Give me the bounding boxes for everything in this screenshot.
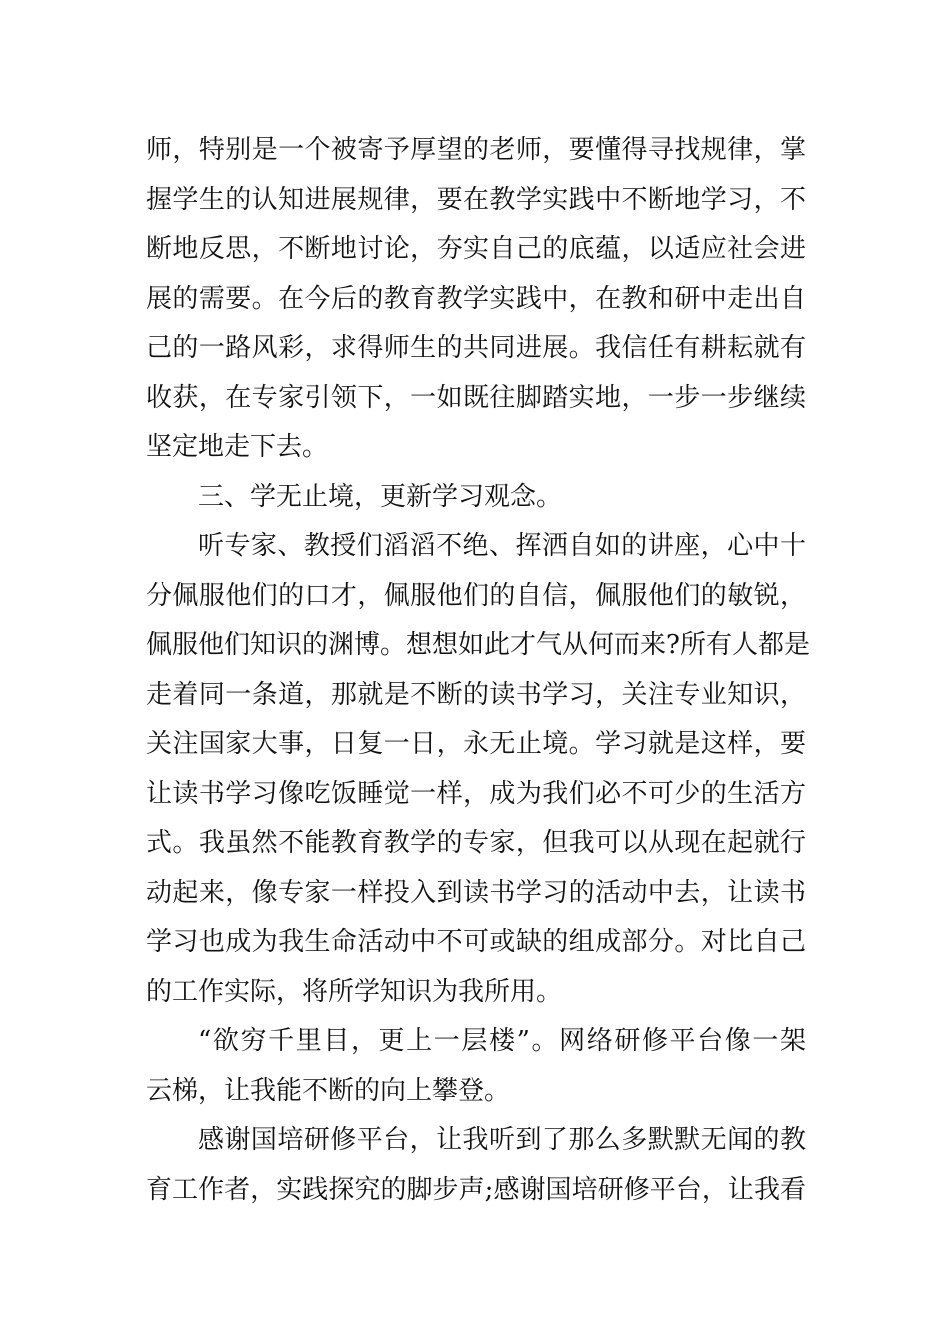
text-line: 感谢国培研修平台，让我听到了那么多默默无闻的教 bbox=[198, 1125, 806, 1155]
text-line: 佩服他们知识的渊博。想想如此才气从何而来?所有人都是 bbox=[146, 630, 810, 660]
text-line: 己的一路风彩，求得师生的共同进展。我信任有耕耘就有 bbox=[146, 333, 806, 363]
text-line: 云梯，让我能不断的向上攀登。 bbox=[146, 1075, 511, 1106]
text-line: 收获，在专家引领下，一如既往脚踏实地，一步一步继续 bbox=[146, 382, 806, 413]
text-line: 断地反思，不断地讨论，夯实自己的底蕴，以适应社会进 bbox=[146, 234, 806, 264]
text-line: 式。我虽然不能教育教学的专家，但我可以从现在起就行 bbox=[146, 828, 806, 858]
text-line: 关注国家大事，日复一日，永无止境。学习就是这样，要 bbox=[146, 729, 806, 759]
text-line: 分佩服他们的口才，佩服他们的自信，佩服他们的敏锐， bbox=[146, 580, 806, 611]
text-line: 听专家、教授们滔滔不绝、挥洒自如的讲座，心中十 bbox=[198, 531, 806, 561]
text-line: 坚定地走下去。 bbox=[146, 432, 329, 462]
text-line: 师，特别是一个被寄予厚望的老师，要懂得寻找规律，掌 bbox=[146, 135, 806, 165]
text-line: 动起来，像专家一样投入到读书学习的活动中去，让读书 bbox=[146, 877, 806, 908]
text-line: 展的需要。在今后的教育教学实践中，在教和研中走出自 bbox=[146, 283, 806, 314]
text-line: 让读书学习像吃饭睡觉一样，成为我们必不可少的生活方 bbox=[146, 778, 806, 809]
text-line: 走着同一条道，那就是不断的读书学习，关注专业知识， bbox=[146, 679, 806, 710]
text-line: 学习也成为我生命活动中不可或缺的组成部分。对比自己 bbox=[146, 927, 806, 957]
text-line: 的工作实际，将所学知识为我所用。 bbox=[146, 976, 563, 1007]
text-line: 育工作者，实践探究的脚步声;感谢国培研修平台，让我看 bbox=[146, 1174, 806, 1205]
document-body bbox=[146, 126, 810, 1215]
text-line: 三、学无止境，更新学习观念。 bbox=[198, 481, 563, 512]
text-line: “欲穷千里目，更上一层楼”。网络研修平台像一架 bbox=[198, 1026, 806, 1056]
text-line: 握学生的认知进展规律，要在教学实践中不断地学习，不 bbox=[146, 184, 806, 215]
